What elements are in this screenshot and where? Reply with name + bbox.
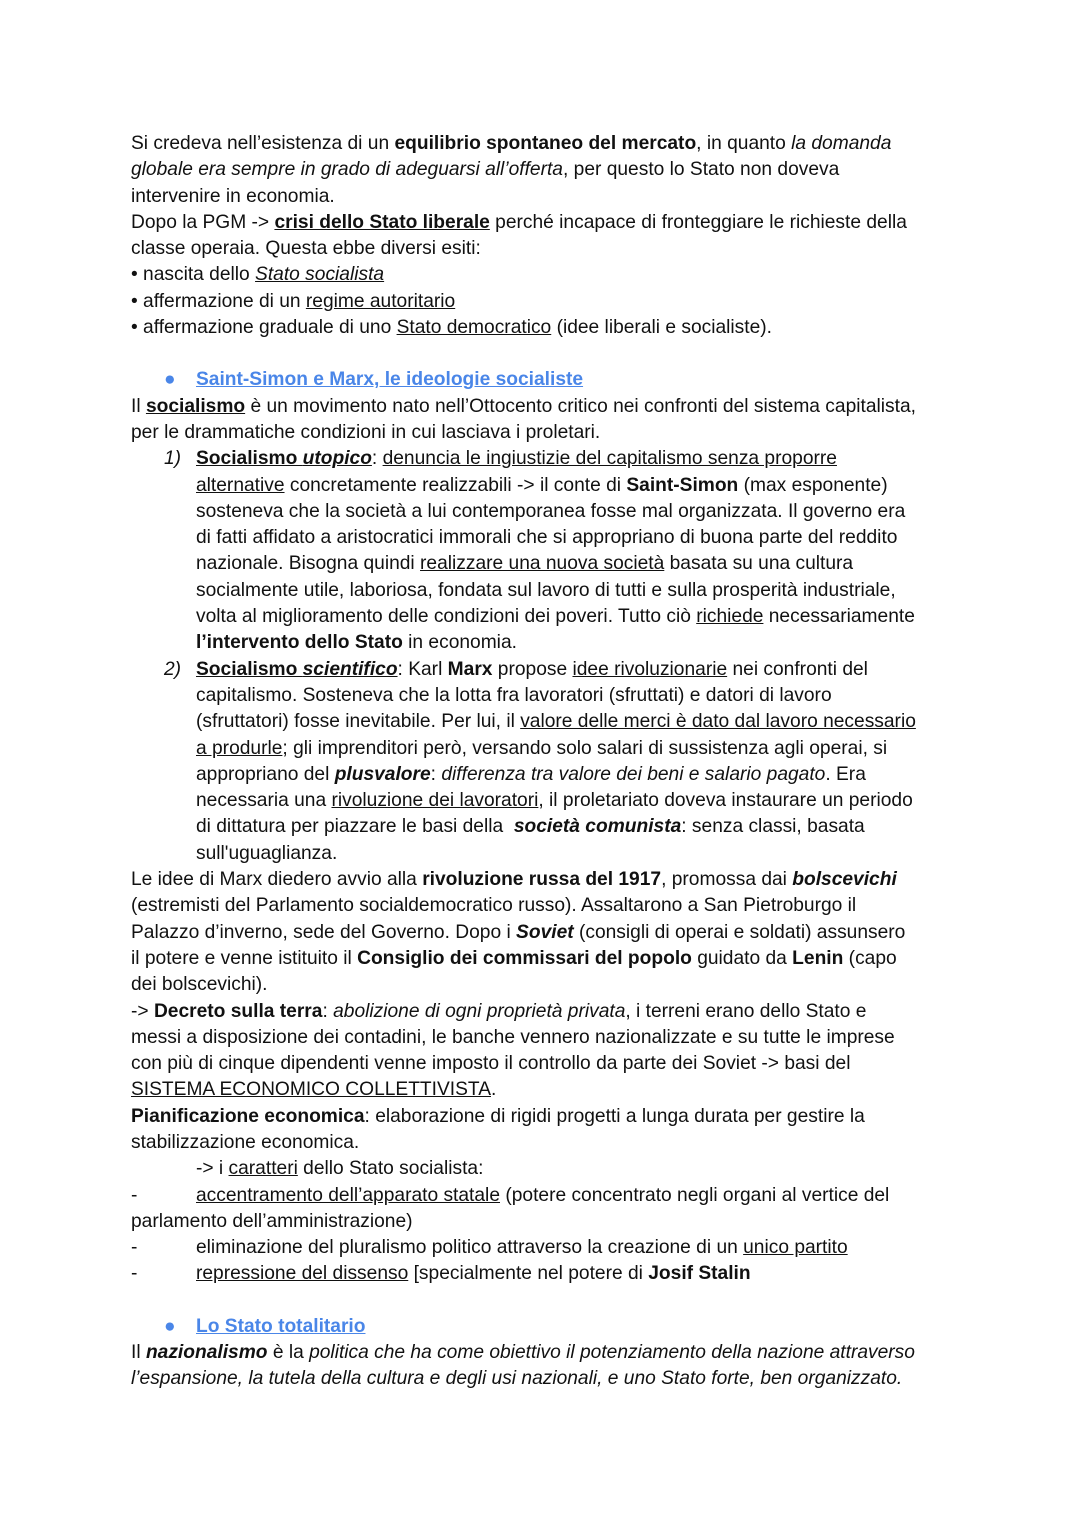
underlined-text: accentramento dell’apparato statale <box>196 1184 500 1206</box>
text: : Karl <box>397 658 448 680</box>
italic-text: la domanda <box>791 133 892 154</box>
trait-item <box>131 1261 961 1287</box>
text: , i terreni erano dello Stato e <box>625 1000 867 1022</box>
italic-text: abolizione di ogni proprietà privata <box>333 1000 626 1022</box>
text: dello Stato socialista: <box>297 1158 484 1180</box>
text: (consigli di operai e soldati) assunsero <box>573 921 906 943</box>
bold-text: l’intervento dello Stato <box>196 632 403 654</box>
italic-text: l’espansione, la tutela della cultura e degli usi nazionali, e uno Stato forte, ben organizzato. <box>131 1368 903 1390</box>
text: appropriano del <box>196 763 335 785</box>
revolution-paragraph <box>131 867 961 998</box>
bullet-icon: ● <box>164 1315 176 1337</box>
heading-text: Lo Stato totalitario <box>196 1315 366 1337</box>
bold-text: rivoluzione russa del 1917 <box>422 869 662 891</box>
text: (max esponente) <box>738 474 888 496</box>
text-line: dei bolscevichi). <box>131 974 268 996</box>
underlined-text: valore delle merci è dato dal lavoro necessario <box>520 711 916 733</box>
underlined-text: realizzare una nuova società <box>420 553 665 575</box>
text: [specialmente nel potere di <box>408 1263 649 1285</box>
bold-underlined-text: socialismo <box>145 395 246 417</box>
intro-paragraph <box>131 131 961 341</box>
text: perché incapace di fronteggiare le richieste della <box>489 211 907 233</box>
bold-underlined-text: crisi dello Stato liberale <box>274 211 490 233</box>
bold-text: Saint-Simon <box>626 474 739 496</box>
text-line: sosteneva che la società a lui contemporanea fosse mal organizzata. Il governo era <box>196 500 906 522</box>
bold-italic-text: Soviet <box>516 921 574 943</box>
trait-item <box>131 1183 961 1209</box>
underlined-text: regime autoritario <box>305 290 456 312</box>
text: (sfruttatori) fosse inevitabile. Per lui, il <box>196 711 521 733</box>
italic-text: politica che ha come obiettivo il potenziamento della nazione attraverso <box>309 1342 915 1364</box>
bold-text: Josif Stalin <box>648 1263 751 1285</box>
text-line: capitalismo. Sosteneva che la lotta fra lavoratori (sfruttati) e datori di lavoro <box>196 684 832 706</box>
text: • affermazione graduale di uno <box>131 317 397 339</box>
text-line: (estremisti del Parlamento socialdemocratico russo). Assaltarono a San Pietroburgo il <box>131 895 857 917</box>
text: nazionale. Bisogna quindi <box>196 553 421 575</box>
text: il potere e venne istituito il <box>131 947 358 969</box>
bold-text: Decreto sulla terra <box>153 1000 323 1022</box>
text: nei confronti del <box>727 658 868 680</box>
underlined-text: caratteri <box>228 1158 298 1180</box>
text-line: intervenire in economia. <box>131 185 335 207</box>
list-item-utopian-socialism <box>131 446 961 656</box>
text: basata su una cultura <box>664 553 854 575</box>
bold-text: Lenin <box>792 947 844 969</box>
text: • nascita dello <box>131 264 256 286</box>
italic-text: globale era sempre in grado di adeguarsi all’offerta <box>131 159 563 181</box>
bold-text: equilibrio spontaneo del mercato <box>394 133 697 154</box>
underlined-text: idee rivoluzionarie <box>572 658 728 680</box>
text: eliminazione del pluralismo politico attraverso la creazione di un <box>196 1237 744 1259</box>
text: scientifico <box>302 658 398 680</box>
text-line: di fatti affidato a aristocratici immorali che si appropriano di buona parte del reddito <box>196 527 898 549</box>
underlined-text: a produrle <box>196 737 283 759</box>
text: Socialismo <box>196 448 303 470</box>
text: : senza classi, basata <box>681 816 865 838</box>
bullet-icon: ● <box>164 369 176 391</box>
text: -> i <box>196 1158 229 1180</box>
text: Il <box>131 395 146 417</box>
text: , in quanto <box>696 133 792 154</box>
text: Il <box>131 1342 146 1364</box>
text: : <box>371 448 383 470</box>
text: (potere concentrato negli organi al vertice del <box>500 1184 890 1206</box>
bold-italic-text: bolscevichi <box>792 869 897 891</box>
list-number: 2) <box>164 658 182 680</box>
text: utopico <box>302 448 372 470</box>
text: volta al miglioramento delle condizioni dei poveri. Tutto ciò <box>196 606 697 628</box>
bold-text: Pianificazione economica <box>131 1105 365 1127</box>
text: Le idee di Marx diedero avvio alla <box>131 869 423 891</box>
dash-marker: - <box>131 1237 138 1259</box>
outcome-item <box>131 315 961 341</box>
bold-italic-text: plusvalore <box>334 763 431 785</box>
text: . <box>491 1079 497 1101</box>
text: (capo <box>843 947 897 969</box>
text: necessariamente <box>763 606 915 628</box>
text: guidato da <box>691 947 793 969</box>
heading-text: Saint-Simon e Marx, le ideologie socialiste <box>196 369 584 391</box>
text: propose <box>492 658 573 680</box>
italic-text: differenza tra valore dei beni e salario pagato <box>441 763 826 785</box>
text: : elaborazione di rigidi progetti a lunga durata per gestire la <box>364 1105 865 1127</box>
text: -> <box>131 1000 154 1022</box>
text-line: sull'uguaglianza. <box>196 842 338 864</box>
text: Si credeva nell’esistenza di un <box>131 133 395 154</box>
underlined-text: repressione del dissenso <box>196 1263 409 1285</box>
bold-text: Consiglio dei commissari del popolo <box>357 947 692 969</box>
underlined-text: SISTEMA ECONOMICO COLLETTIVISTA <box>131 1079 491 1101</box>
underlined-text: richiede <box>696 606 764 628</box>
text: . Era <box>825 763 866 785</box>
underlined-text: Stato democratico <box>396 317 552 339</box>
list-item-scientific-socialism <box>131 657 961 867</box>
text: Palazzo d’inverno, sede del Governo. Dopo i <box>131 921 517 943</box>
trait-item <box>131 1235 961 1261</box>
text-line: per le drammatiche condizioni in cui lasciava i proletari. <box>131 421 601 443</box>
bold-text: Marx <box>447 658 493 680</box>
text-line: parlamento dell’amministrazione) <box>131 1210 413 1232</box>
underlined-text: alternative <box>196 474 285 496</box>
text: ; gli imprenditori però, versando solo salari di sussistenza agli operai, si <box>282 737 888 759</box>
traits-list <box>131 1183 961 1288</box>
bold-italic-text: nazionalismo <box>145 1342 268 1364</box>
section-heading-totalitarian <box>131 1314 961 1340</box>
text: Socialismo <box>196 658 303 680</box>
underlined-text: unico partito <box>743 1237 848 1259</box>
underlined-text: rivoluzione dei lavoratori <box>331 790 539 812</box>
outcome-item <box>131 262 961 288</box>
text: , per questo lo Stato non doveva <box>562 159 840 181</box>
outcome-item <box>131 289 961 315</box>
text: Dopo la PGM -> <box>131 211 275 233</box>
decree-paragraph <box>131 999 961 1104</box>
planning-paragraph <box>131 1104 961 1183</box>
text: in economia. <box>402 632 517 654</box>
text: (idee liberali e socialiste). <box>551 317 772 339</box>
text: • affermazione di un <box>131 290 306 312</box>
text-line: classe operaia. Questa ebbe diversi esiti: <box>131 238 481 260</box>
text-line: stabilizzazione economica. <box>131 1131 360 1153</box>
text: : <box>322 1000 334 1022</box>
section-heading-socialism <box>131 367 961 393</box>
text: necessaria una <box>196 790 332 812</box>
bold-italic-text: società comunista <box>513 816 682 838</box>
text-line: con più di cinque dipendenti venne imposto il controllo da parte dei Soviet -> basi del <box>131 1053 851 1075</box>
dash-marker: - <box>131 1263 138 1285</box>
text: è un movimento nato nell’Ottocento critico nei confronti del sistema capitalista, <box>245 395 916 417</box>
document-page <box>131 131 961 1393</box>
text: concretamente realizzabili -> il conte di <box>284 474 627 496</box>
dash-marker: - <box>131 1184 138 1206</box>
text: , il proletariato doveva instaurare un periodo <box>538 790 913 812</box>
text: è la <box>267 1342 310 1364</box>
text: : <box>430 763 442 785</box>
text-line: socialmente utile, laboriosa, fondata sul lavoro di tutti e sulla prosperità industriale, <box>196 579 896 601</box>
text: , promossa dai <box>661 869 793 891</box>
list-number: 1) <box>164 448 182 470</box>
text: di dittatura per piazzare le basi della <box>196 816 514 838</box>
underlined-text: Stato socialista <box>255 264 385 286</box>
underlined-text: denuncia le ingiustizie del capitalismo senza proporre <box>382 448 837 470</box>
text-line: messi a disposizione dei contadini, le banche vennero nazionalizzate e su tutte le imprese <box>131 1026 895 1048</box>
